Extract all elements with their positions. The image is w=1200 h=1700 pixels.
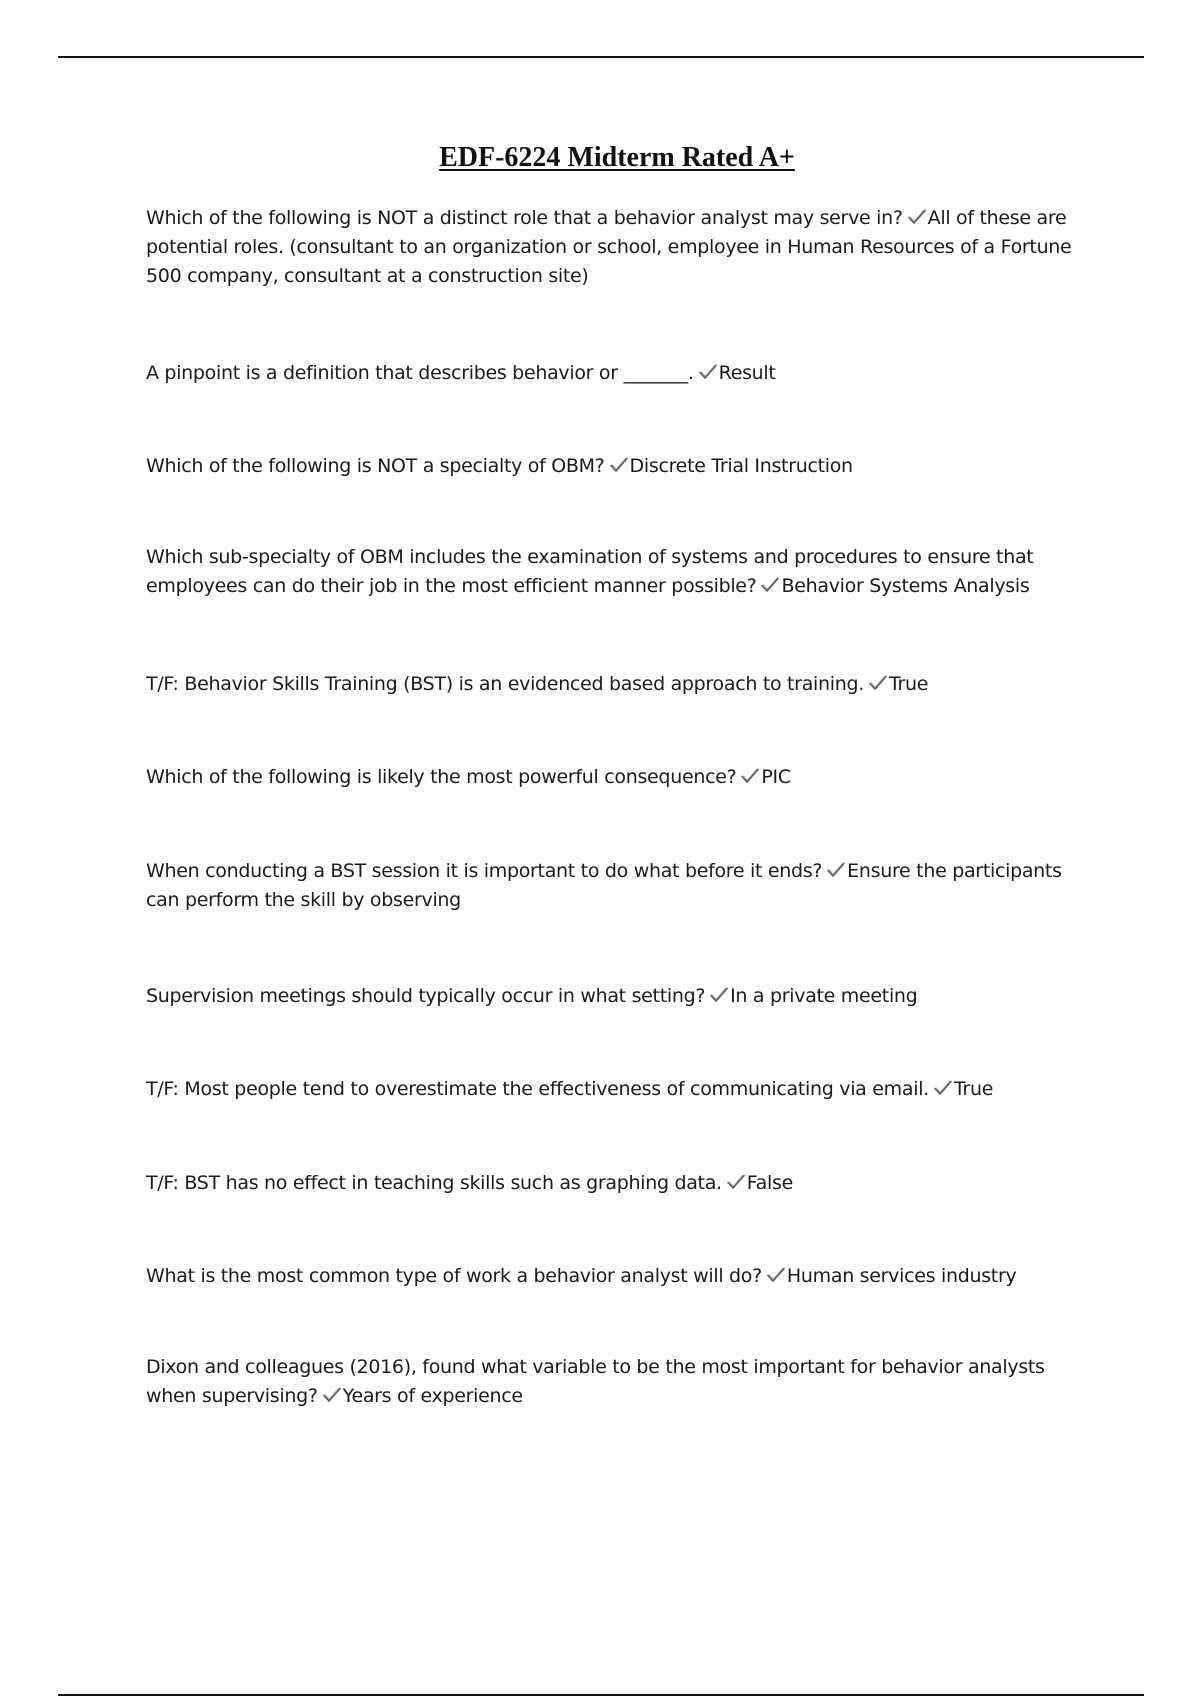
answer-text: Behavior Systems Analysis	[781, 575, 1030, 597]
checkmark-icon	[766, 1266, 786, 1284]
question-text: When conducting a BST session it is important to do what before it ends?	[146, 860, 823, 882]
answer-text: Human services industry	[786, 1265, 1017, 1287]
checkmark-icon	[698, 363, 718, 381]
answer-text: In a private meeting	[730, 985, 918, 1007]
checkmark-icon	[709, 986, 729, 1004]
qa-item-12	[146, 1353, 1096, 1411]
qa-item-3	[146, 452, 1096, 481]
qa-item-10	[146, 1169, 1096, 1198]
checkmark-icon	[826, 861, 846, 879]
checkmark-icon	[740, 767, 760, 785]
checkmark-icon	[609, 456, 629, 474]
answer-text: Result	[718, 362, 776, 384]
question-text: A pinpoint is a definition that describes behavior or _______.	[146, 362, 694, 384]
answer-text: Years of experience	[342, 1385, 523, 1407]
question-text: Which of the following is NOT a distinct role that a behavior analyst may serve in?	[146, 207, 903, 229]
qa-item-6	[146, 763, 1096, 792]
question-text: Which of the following is likely the most powerful consequence?	[146, 766, 737, 788]
footer-rule	[58, 1694, 1144, 1696]
answer-text: Discrete Trial Instruction	[629, 455, 853, 477]
qa-item-11	[146, 1262, 1096, 1291]
question-text: T/F: BST has no effect in teaching skills such as graphing data.	[146, 1172, 722, 1194]
question-text: Which sub-specialty of OBM includes the examination of systems and procedures to ensure that employees can do their job in the most efficient manner possible?	[146, 546, 1034, 597]
checkmark-icon	[760, 576, 780, 594]
answer-text: Ensure the participants can perform the skill by observing	[146, 860, 1062, 911]
answer-text: PIC	[761, 766, 791, 788]
qa-item-1	[146, 204, 1096, 291]
question-text: Supervision meetings should typically occur in what setting?	[146, 985, 706, 1007]
checkmark-icon	[322, 1386, 342, 1404]
qa-item-5	[146, 670, 1096, 699]
checkmark-icon	[907, 208, 927, 226]
answer-text: True	[888, 673, 929, 695]
question-text: What is the most common type of work a behavior analyst will do?	[146, 1265, 762, 1287]
answer-text: False	[746, 1172, 793, 1194]
checkmark-icon	[726, 1173, 746, 1191]
document-title: EDF-6224 Midterm Rated A+	[439, 142, 795, 173]
question-text: T/F: Most people tend to overestimate the effectiveness of communicating via email.	[146, 1078, 929, 1100]
qa-item-7	[146, 857, 1096, 915]
question-text: T/F: Behavior Skills Training (BST) is an evidenced based approach to training.	[146, 673, 864, 695]
answer-text: True	[953, 1078, 994, 1100]
question-text: Which of the following is NOT a specialty of OBM?	[146, 455, 605, 477]
qa-item-9	[146, 1075, 1096, 1104]
question-text: Dixon and colleagues (2016), found what variable to be the most important for behavior analysts when supervising?	[146, 1356, 1045, 1407]
answer-text: All of these are potential roles. (consultant to an organization or school, employee in Human Resources of a Fortune 500 company, consultant at a construction site)	[146, 207, 1072, 287]
qa-item-8	[146, 982, 1096, 1011]
checkmark-icon	[868, 674, 888, 692]
checkmark-icon	[933, 1079, 953, 1097]
header-rule	[58, 56, 1144, 58]
qa-item-4	[146, 543, 1096, 601]
qa-item-2	[146, 359, 1096, 388]
